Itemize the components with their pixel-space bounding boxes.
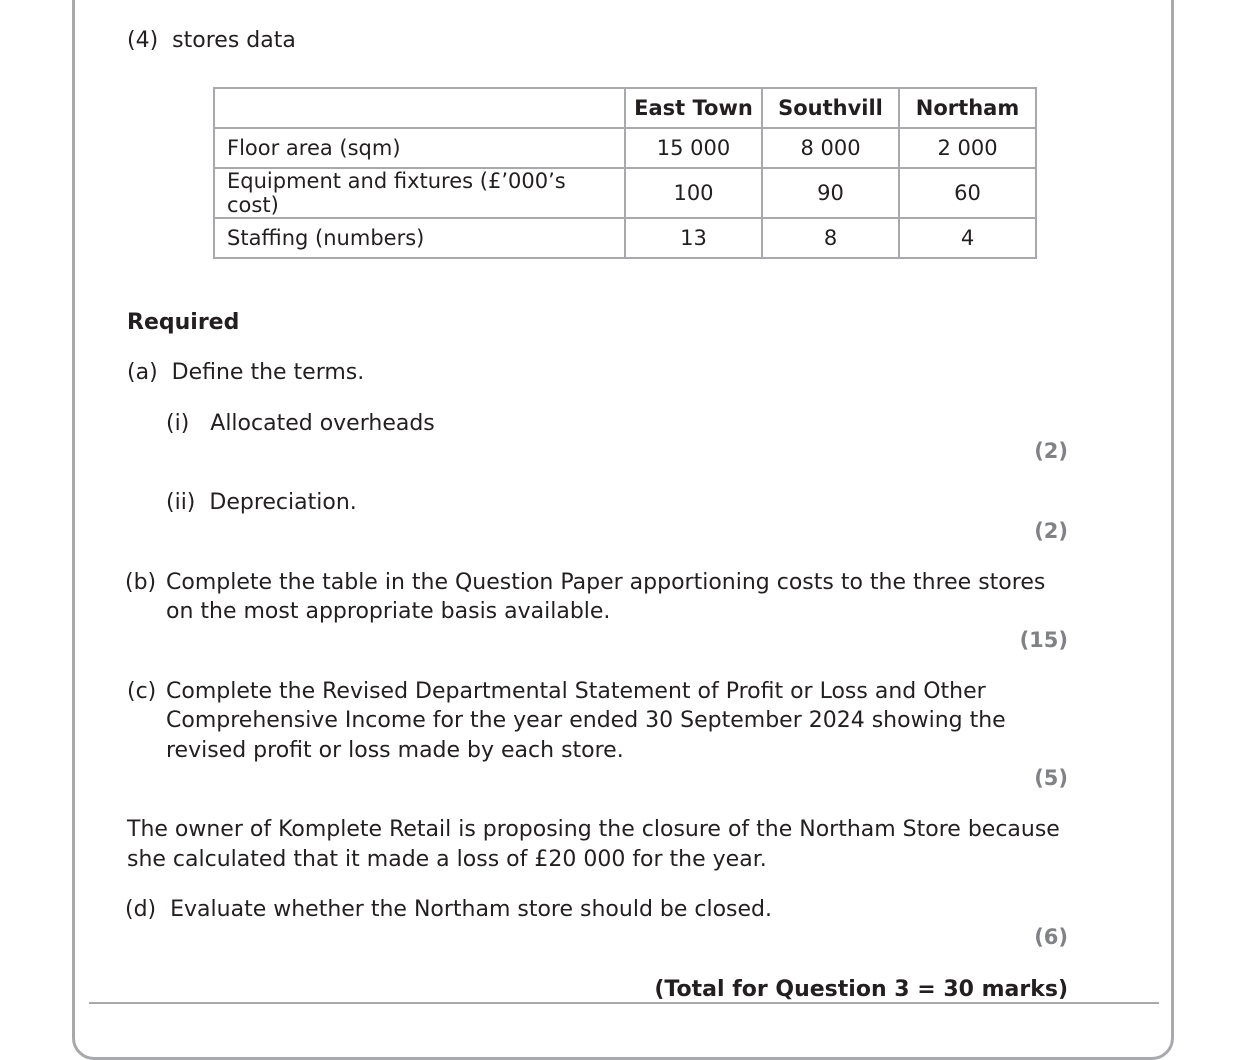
row-label: Equipment and fixtures (£’000’s cost): [214, 168, 625, 218]
table-header-empty: [214, 88, 625, 128]
context-line1: The owner of Komplete Retail is proposing the closure of the Northam Store because: [127, 817, 1060, 842]
table-cell: 15 000: [625, 128, 762, 168]
question-d-text: Evaluate whether the Northam store should be closed.: [170, 897, 773, 922]
table-cell: 2 000: [899, 128, 1036, 168]
table-cell: 60: [899, 168, 1036, 218]
question-a-i-text: Allocated overheads: [210, 411, 435, 436]
stores-data-table: [213, 87, 1037, 259]
table-header-east-town: East Town: [625, 88, 762, 128]
marks-c: (5): [1034, 766, 1068, 790]
marks-a-ii: (2): [1034, 519, 1068, 543]
table-header-southvill: Southvill: [762, 88, 899, 128]
bottom-rule: [89, 1002, 1159, 1004]
table-cell: 8: [762, 218, 899, 258]
marks-a-i: (2): [1034, 439, 1068, 463]
question-b-label: (b): [125, 570, 157, 595]
total-marks: (Total for Question 3 = 30 marks): [654, 977, 1068, 1002]
table-header-northam: Northam: [899, 88, 1036, 128]
question-d-label: (d): [125, 897, 157, 922]
table-header-row: [214, 88, 1036, 128]
table-row: [214, 218, 1036, 258]
question-d: [125, 895, 772, 924]
table-row: [214, 168, 1036, 218]
question-a-i-label: (i): [166, 411, 190, 436]
question-a-i: [166, 409, 435, 438]
table-cell: 8 000: [762, 128, 899, 168]
marks-b: (15): [1019, 628, 1068, 652]
question-c-line3: revised profit or loss made by each store.: [166, 738, 624, 763]
table-cell: 4: [899, 218, 1036, 258]
row-label: Staffing (numbers): [214, 218, 625, 258]
question-c-line2: Comprehensive Income for the year ended 30 September 2024 showing the: [166, 708, 1006, 733]
question-a-text: Define the terms.: [171, 360, 365, 385]
required-heading: Required: [127, 310, 240, 335]
section-label: (4): [127, 28, 159, 53]
section-title: stores data: [172, 28, 296, 53]
question-c-line1: Complete the Revised Departmental Statement of Profit or Loss and Other: [166, 679, 986, 704]
question-a: [127, 358, 364, 387]
row-label: Floor area (sqm): [214, 128, 625, 168]
question-c-label: (c): [127, 679, 157, 704]
table-cell: 90: [762, 168, 899, 218]
question-a-ii-text: Depreciation.: [209, 490, 357, 515]
question-b-line1: Complete the table in the Question Paper apportioning costs to the three stores: [166, 570, 1046, 595]
section-heading: [127, 26, 296, 55]
table-cell: 13: [625, 218, 762, 258]
question-b-line2: on the most appropriate basis available.: [166, 599, 611, 624]
question-a-ii: [166, 488, 357, 517]
table-row: [214, 128, 1036, 168]
question-a-ii-label: (ii): [166, 490, 196, 515]
table-cell: 100: [625, 168, 762, 218]
context-line2: she calculated that it made a loss of £20 000 for the year.: [127, 847, 767, 872]
question-a-label: (a): [127, 360, 158, 385]
marks-d: (6): [1034, 925, 1068, 949]
